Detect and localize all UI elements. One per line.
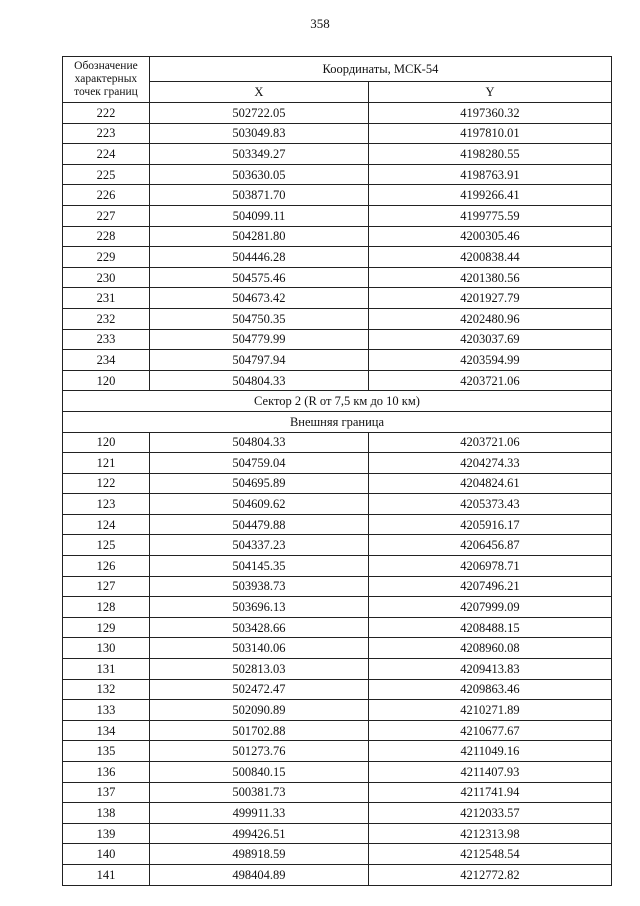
y-coordinate-cell: 4210271.89 — [368, 700, 611, 721]
table-row — [63, 350, 612, 371]
point-id-cell: 234 — [63, 350, 150, 371]
y-coordinate-cell: 4207999.09 — [368, 597, 611, 618]
x-coordinate-cell: 504575.46 — [149, 267, 368, 288]
table-row — [63, 679, 612, 700]
y-coordinate-cell: 4203721.06 — [368, 432, 611, 453]
y-coordinate-cell: 4209863.46 — [368, 679, 611, 700]
table-row — [63, 144, 612, 165]
point-id-cell: 139 — [63, 823, 150, 844]
x-coordinate-cell: 502090.89 — [149, 700, 368, 721]
point-label-header: Обозначение характерных точек границ — [63, 57, 150, 103]
coords-header: Координаты, МСК-54 — [149, 57, 611, 82]
boundary-title: Внешняя граница — [63, 411, 612, 432]
x-coordinate-cell: 504750.35 — [149, 308, 368, 329]
y-coordinate-cell: 4212033.57 — [368, 803, 611, 824]
point-id-cell: 136 — [63, 762, 150, 783]
x-coordinate-cell: 503871.70 — [149, 185, 368, 206]
table-row — [63, 535, 612, 556]
y-coordinate-cell: 4203037.69 — [368, 329, 611, 350]
point-id-cell: 225 — [63, 164, 150, 185]
y-coordinate-cell: 4210677.67 — [368, 720, 611, 741]
y-coordinate-cell: 4211407.93 — [368, 762, 611, 783]
x-coordinate-cell: 502472.47 — [149, 679, 368, 700]
x-coordinate-cell: 503428.66 — [149, 617, 368, 638]
table-row — [63, 473, 612, 494]
point-id-cell: 224 — [63, 144, 150, 165]
x-coordinate-cell: 504797.94 — [149, 350, 368, 371]
point-id-cell: 122 — [63, 473, 150, 494]
point-id-cell: 131 — [63, 659, 150, 680]
y-coordinate-cell: 4203594.99 — [368, 350, 611, 371]
point-id-cell: 120 — [63, 370, 150, 391]
table-row — [63, 514, 612, 535]
table-row — [63, 494, 612, 515]
table-row — [63, 576, 612, 597]
x-coordinate-cell: 504759.04 — [149, 453, 368, 474]
x-coordinate-cell: 502813.03 — [149, 659, 368, 680]
x-coordinate-cell: 503349.27 — [149, 144, 368, 165]
y-coordinate-cell: 4204824.61 — [368, 473, 611, 494]
table-row — [63, 432, 612, 453]
y-coordinate-cell: 4200305.46 — [368, 226, 611, 247]
x-coordinate-cell: 504479.88 — [149, 514, 368, 535]
y-coordinate-cell: 4212548.54 — [368, 844, 611, 865]
point-id-cell: 230 — [63, 267, 150, 288]
table-row — [63, 556, 612, 577]
table-body-group1 — [63, 103, 612, 391]
coordinates-table — [62, 56, 612, 886]
table-row — [63, 597, 612, 618]
table-row — [63, 720, 612, 741]
y-coordinate-cell: 4207496.21 — [368, 576, 611, 597]
x-coordinate-cell: 499911.33 — [149, 803, 368, 824]
point-id-cell: 133 — [63, 700, 150, 721]
x-coordinate-cell: 499426.51 — [149, 823, 368, 844]
x-coordinate-cell: 504281.80 — [149, 226, 368, 247]
point-id-cell: 229 — [63, 247, 150, 268]
table-row — [63, 844, 612, 865]
point-id-cell: 129 — [63, 617, 150, 638]
y-coordinate-cell: 4201927.79 — [368, 288, 611, 309]
point-id-cell: 123 — [63, 494, 150, 515]
x-coordinate-cell: 504337.23 — [149, 535, 368, 556]
point-id-cell: 223 — [63, 123, 150, 144]
point-id-cell: 126 — [63, 556, 150, 577]
table-row — [63, 638, 612, 659]
table-row — [63, 247, 612, 268]
table-row — [63, 741, 612, 762]
y-coordinate-cell: 4206456.87 — [368, 535, 611, 556]
x-coordinate-cell: 501702.88 — [149, 720, 368, 741]
point-id-cell: 232 — [63, 308, 150, 329]
point-id-cell: 130 — [63, 638, 150, 659]
point-id-cell: 141 — [63, 864, 150, 885]
sector-title: Сектор 2 (R от 7,5 км до 10 км) — [63, 391, 612, 412]
table-row — [63, 267, 612, 288]
point-id-cell: 132 — [63, 679, 150, 700]
y-coordinate-cell: 4197360.32 — [368, 103, 611, 124]
page-number: 358 — [310, 16, 330, 31]
x-coordinate-cell: 503140.06 — [149, 638, 368, 659]
table-row — [63, 762, 612, 783]
y-coordinate-cell: 4205373.43 — [368, 494, 611, 515]
y-coordinate-cell: 4212313.98 — [368, 823, 611, 844]
x-coordinate-cell: 498404.89 — [149, 864, 368, 885]
table-row — [63, 617, 612, 638]
table-row — [63, 226, 612, 247]
point-id-cell: 231 — [63, 288, 150, 309]
y-coordinate-cell: 4208960.08 — [368, 638, 611, 659]
point-id-cell: 138 — [63, 803, 150, 824]
table-row — [63, 659, 612, 680]
table-row — [63, 782, 612, 803]
x-coordinate-cell: 500381.73 — [149, 782, 368, 803]
y-coordinate-cell: 4209413.83 — [368, 659, 611, 680]
y-coordinate-cell: 4202480.96 — [368, 308, 611, 329]
x-coordinate-cell: 501273.76 — [149, 741, 368, 762]
table-body-group2 — [63, 432, 612, 885]
y-coordinate-cell: 4211049.16 — [368, 741, 611, 762]
point-id-cell: 127 — [63, 576, 150, 597]
point-id-cell: 128 — [63, 597, 150, 618]
point-id-cell: 222 — [63, 103, 150, 124]
point-id-cell: 124 — [63, 514, 150, 535]
y-coordinate-cell: 4203721.06 — [368, 370, 611, 391]
y-coordinate-cell: 4205916.17 — [368, 514, 611, 535]
table-row — [63, 308, 612, 329]
y-coordinate-cell: 4204274.33 — [368, 453, 611, 474]
y-coordinate-cell: 4198763.91 — [368, 164, 611, 185]
y-coordinate-cell: 4197810.01 — [368, 123, 611, 144]
point-id-cell: 134 — [63, 720, 150, 741]
x-coordinate-cell: 504804.33 — [149, 370, 368, 391]
x-coordinate-cell: 503938.73 — [149, 576, 368, 597]
table-row — [63, 823, 612, 844]
x-coordinate-cell: 500840.15 — [149, 762, 368, 783]
y-coordinate-cell: 4199775.59 — [368, 205, 611, 226]
y-coordinate-cell: 4208488.15 — [368, 617, 611, 638]
point-id-cell: 135 — [63, 741, 150, 762]
x-coordinate-cell: 504695.89 — [149, 473, 368, 494]
point-id-cell: 228 — [63, 226, 150, 247]
point-id-cell: 120 — [63, 432, 150, 453]
table-row — [63, 803, 612, 824]
x-coordinate-cell: 504609.62 — [149, 494, 368, 515]
x-coordinate-cell: 504446.28 — [149, 247, 368, 268]
table-row — [63, 164, 612, 185]
table-row — [63, 185, 612, 206]
table-row — [63, 205, 612, 226]
x-coordinate-cell: 504099.11 — [149, 205, 368, 226]
x-coordinate-cell: 504673.42 — [149, 288, 368, 309]
x-coordinate-cell: 503049.83 — [149, 123, 368, 144]
point-id-cell: 227 — [63, 205, 150, 226]
section-headers — [63, 391, 612, 432]
table-row — [63, 288, 612, 309]
point-id-cell: 140 — [63, 844, 150, 865]
x-header: X — [149, 82, 368, 103]
y-coordinate-cell: 4211741.94 — [368, 782, 611, 803]
point-id-cell: 125 — [63, 535, 150, 556]
y-coordinate-cell: 4212772.82 — [368, 864, 611, 885]
point-id-cell: 226 — [63, 185, 150, 206]
table-row — [63, 453, 612, 474]
point-id-cell: 137 — [63, 782, 150, 803]
x-coordinate-cell: 503630.05 — [149, 164, 368, 185]
y-coordinate-cell: 4206978.71 — [368, 556, 611, 577]
x-coordinate-cell: 498918.59 — [149, 844, 368, 865]
x-coordinate-cell: 503696.13 — [149, 597, 368, 618]
table-row — [63, 329, 612, 350]
y-coordinate-cell: 4199266.41 — [368, 185, 611, 206]
x-coordinate-cell: 504779.99 — [149, 329, 368, 350]
table-row — [63, 700, 612, 721]
y-coordinate-cell: 4201380.56 — [368, 267, 611, 288]
table-row — [63, 864, 612, 885]
x-coordinate-cell: 504145.35 — [149, 556, 368, 577]
table-row — [63, 103, 612, 124]
y-header: Y — [368, 82, 611, 103]
y-coordinate-cell: 4200838.44 — [368, 247, 611, 268]
point-id-cell: 233 — [63, 329, 150, 350]
y-coordinate-cell: 4198280.55 — [368, 144, 611, 165]
table-row — [63, 370, 612, 391]
x-coordinate-cell: 502722.05 — [149, 103, 368, 124]
point-id-cell: 121 — [63, 453, 150, 474]
table-row — [63, 123, 612, 144]
x-coordinate-cell: 504804.33 — [149, 432, 368, 453]
